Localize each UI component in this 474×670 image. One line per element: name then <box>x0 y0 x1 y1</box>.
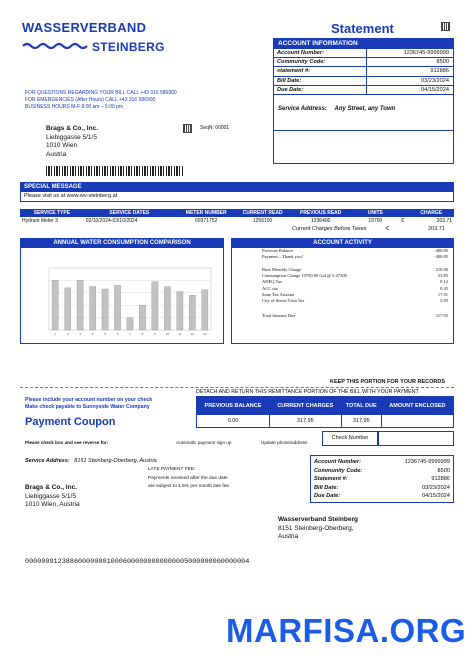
late-fee-line: are subject to 1.5% per month late fee <box>148 484 230 489</box>
chart-x-tick-label: 7 <box>129 332 131 336</box>
chart-x-tick-label: 8 <box>141 332 144 336</box>
auto-pay-option[interactable]: Automatic payment sign up <box>176 440 232 445</box>
chart-bar <box>177 292 183 330</box>
payee-address <box>278 516 358 542</box>
remit-service-label: Service Address: <box>25 458 70 464</box>
keep-portion-note: KEEP THIS PORTION FOR YOUR RECORDS <box>330 379 446 385</box>
remit-note: Please include your account number on your check <box>25 397 153 403</box>
service-table-header: SERVICE DATES <box>84 209 175 217</box>
remit-service-value: 8151 Steinberg-Oberberg, Austria <box>74 458 157 464</box>
brand-name-line1: WASSERVERBAND <box>22 20 147 35</box>
ocr-scan-line: 0000009123886000000010006000000000000005000000000000004 <box>25 558 250 566</box>
remit-account-box <box>310 455 454 503</box>
payment-table-value <box>381 415 453 428</box>
service-table-header: PREVIOUS READ <box>288 209 354 217</box>
chart-x-tick-label: 5 <box>104 332 106 336</box>
check-box-note: Please check box and see reverse for: <box>25 440 109 445</box>
payee-street: 8151 Steinberg-Oberberg, <box>278 524 354 532</box>
remit-account-label: Community Code: <box>314 467 363 474</box>
payment-table-value: 317.95 <box>341 415 381 428</box>
remit-service-address <box>25 458 157 464</box>
activity-label: ADEQ Tax <box>262 279 283 285</box>
cut-line <box>20 387 454 388</box>
account-info-row <box>274 86 453 95</box>
chart-bar <box>65 288 71 330</box>
customer-street: Liebiggasse 5/1/5 <box>46 133 97 141</box>
late-fee-line: Payments received after the due date <box>148 475 228 481</box>
contact-line: FOR EMERGENCIES (After Hours) CALL +43 316 586900 <box>25 97 156 103</box>
account-info-rows <box>274 49 453 95</box>
contact-block <box>25 90 177 111</box>
chart-x-tick-label: 4 <box>91 332 94 336</box>
chart-bar <box>77 280 83 330</box>
service-table-cell: 02/10/2024-03/10/2024 <box>85 218 138 224</box>
remit-account-value: 8500 <box>437 467 450 474</box>
remit-account-row <box>314 458 450 467</box>
account-info-value: 04/15/2024 <box>421 86 449 93</box>
remit-account-row <box>314 492 450 501</box>
qr-code-icon <box>183 124 192 133</box>
service-table-header: SERVICE TYPE <box>20 209 84 217</box>
activity-header: ACCOUNT ACTIVITY <box>232 239 453 248</box>
activity-value: 0.12 <box>440 279 448 285</box>
remit-account-label: Statement #: <box>314 476 348 483</box>
service-table-header: METER NUMBER <box>175 209 238 217</box>
account-info-label: Bill Date: <box>274 77 367 85</box>
activity-label: Previous Balance <box>262 248 294 253</box>
service-table-cell: 203.71 <box>436 218 452 224</box>
payment-table-value: 317.95 <box>269 415 341 428</box>
account-info-row <box>274 58 453 67</box>
contact-line: BUSINESS HOURS M-F 8:00 am – 5:00 pm <box>25 104 124 110</box>
watermark-text: MARFISA.ORG <box>226 612 467 649</box>
account-info-label: statement #: <box>274 67 367 75</box>
service-table-cell: Hydrant Meter 3 <box>22 218 58 224</box>
remit-account-value: 912886 <box>431 476 450 483</box>
amount-enclosed-field[interactable] <box>378 431 454 446</box>
chart-bar <box>127 318 133 330</box>
remit-account-row <box>314 467 450 476</box>
payment-coupon-title: Payment Coupon <box>25 416 116 428</box>
chart-bar <box>102 289 108 330</box>
activity-label: State Tax Arizona <box>262 292 295 298</box>
remit-account-label: Bill Date: <box>314 484 339 491</box>
activity-row <box>262 305 448 311</box>
remit-customer-city: 1010 Wien, Austria <box>25 501 80 508</box>
service-table-cell: 19700 <box>368 218 383 224</box>
payee-name: Wasserverband Steinberg <box>278 516 358 523</box>
activity-rows <box>232 248 453 319</box>
consumption-header: ANNUAL WATER CONSUMPTION COMPARISON <box>21 239 223 248</box>
update-address-option[interactable]: Update phone/address <box>261 440 308 445</box>
payment-table-header: AMOUNT ENCLOSED <box>381 397 453 415</box>
payment-table-header: CURRENT CHARGES <box>269 397 341 415</box>
service-table-cell: 1236400 <box>310 218 331 224</box>
activity-row <box>262 313 448 319</box>
late-fee-note <box>148 466 229 492</box>
remit-account-label: Account Number: <box>314 459 361 465</box>
payee-country: Austria <box>278 533 299 540</box>
activity-label: City of Sierra Vista Tax <box>262 298 305 304</box>
remit-customer-address <box>25 484 80 510</box>
remit-notes <box>25 397 152 411</box>
activity-value: 53.85 <box>437 273 448 279</box>
service-table <box>20 209 454 225</box>
activity-value: -400.85 <box>434 254 448 260</box>
service-table-header: UNITS <box>354 209 397 217</box>
remit-account-label: Due Date: <box>314 493 341 500</box>
page-title: Statement <box>331 21 394 36</box>
service-table-cell: 69371752 <box>195 218 218 224</box>
remit-note: Make check payable to Sunnyside Water Company <box>25 404 150 410</box>
remit-account-row <box>314 484 450 493</box>
chart-bar <box>52 280 58 330</box>
before-taxes-currency: € <box>386 226 390 232</box>
activity-label: Consumption Charge 19700.00 Gal @ 0.27300 <box>262 273 347 279</box>
account-info-row <box>274 77 453 86</box>
customer-address <box>46 125 98 159</box>
activity-label: Total Amount Due <box>262 312 296 318</box>
special-message-header: SPECIAL MESSAGE <box>21 183 453 192</box>
activity-panel <box>231 238 454 344</box>
before-taxes-value: 203.71 <box>428 226 445 232</box>
chart-bar <box>114 285 120 330</box>
activity-value: -400.85 <box>434 248 448 253</box>
service-table-cell: 1256100 <box>252 218 273 224</box>
chart-x-tick-label: 10 <box>165 332 170 336</box>
account-info-value: 1236745-9999999 <box>403 50 449 56</box>
brand-name-line2: STEINBERG <box>92 40 165 54</box>
chart-bar <box>152 282 158 330</box>
remit-customer-name: Brags & Co., Inc. <box>25 484 78 491</box>
account-info-row <box>274 49 453 58</box>
payment-table-value: 0.00 <box>197 415 270 428</box>
service-address <box>274 106 453 112</box>
late-fee-title: LATE PAYMENT FEE: <box>148 467 196 472</box>
activity-value: 0.45 <box>440 285 448 291</box>
chart-x-tick-label: 1 <box>54 332 57 336</box>
remit-account-value: 03/23/2024 <box>422 484 450 491</box>
chart-x-tick-label: 11 <box>178 332 182 336</box>
payment-table-header: PREVIOUS BALANCE <box>197 397 270 415</box>
service-address-label: Service Address: <box>278 105 327 112</box>
check-number-field[interactable]: Check Number <box>322 431 378 446</box>
customer-city: 1010 Wien <box>46 142 78 149</box>
before-taxes-label: Current Charges Before Taxes <box>292 226 367 232</box>
activity-value: 317.95 <box>435 312 448 318</box>
account-info-label: Due Date: <box>274 86 367 94</box>
remit-account-row <box>314 475 450 484</box>
account-info-value: 03/23/2024 <box>421 77 449 84</box>
consumption-chart <box>21 248 223 343</box>
sequence-number: SeqN: 00001 <box>200 125 230 131</box>
chart-bar <box>189 295 195 330</box>
activity-label: ACC tax <box>262 285 278 291</box>
activity-label: Payment – Thank you! <box>262 254 304 260</box>
account-info-label: Account Number: <box>274 49 367 57</box>
account-info-value: 8500 <box>436 59 449 66</box>
service-table-cell: € <box>401 218 405 224</box>
service-table-header <box>397 209 408 217</box>
activity-value: 5.85 <box>440 298 448 304</box>
account-info-label: Community Code: <box>274 58 367 66</box>
wave-logo-icon <box>22 41 88 51</box>
remit-account-value: 04/15/2024 <box>422 493 450 500</box>
chart-bar <box>202 290 208 330</box>
service-address-value: Any Street, any Town <box>334 105 396 112</box>
consumption-panel <box>20 238 224 344</box>
account-info-row <box>274 67 453 76</box>
chart-x-tick-label: 12 <box>190 332 194 336</box>
detach-note: DETACH AND RETURN THIS REMITTANCE PORTION OF THE BILL WITH YOUR PAYMENT <box>196 389 419 395</box>
chart-x-tick-label: 6 <box>116 332 119 336</box>
remit-customer-street: Liebiggasse 5/1/5 <box>25 492 76 500</box>
payment-table <box>196 396 454 428</box>
qr-code-icon <box>441 22 450 31</box>
chart-bar <box>90 287 96 330</box>
chart-x-tick-label: 3 <box>79 332 81 336</box>
postal-barcode <box>46 166 184 176</box>
customer-country: Austria <box>46 150 67 158</box>
customer-name: Brags & Co., Inc. <box>46 125 99 132</box>
activity-label: Base Monthly Charge <box>262 266 302 272</box>
payment-table-header: TOTAL DUE <box>341 397 381 415</box>
service-table-header: CHARGE <box>408 209 454 217</box>
special-message <box>20 182 454 202</box>
special-message-text: Please visit us at www.wv-steinberg.at <box>24 193 118 199</box>
account-info-value: 912886 <box>430 68 449 75</box>
chart-x-tick-label: 13 <box>203 332 207 336</box>
contact-line: FOR QUESTIONS REGARDING YOUR BILL CALL +43 316 586900 <box>25 90 177 96</box>
activity-value: 210.00 <box>435 266 448 272</box>
remit-account-value: 1236745-9999999 <box>404 459 450 465</box>
account-info-header: ACCOUNT INFORMATION <box>274 39 453 49</box>
chart-bar <box>139 305 145 330</box>
service-table-header: CURRENT READ <box>238 209 288 217</box>
activity-value: 17.91 <box>437 292 448 298</box>
chart-x-tick-label: 2 <box>66 332 69 336</box>
chart-x-tick-label: 9 <box>154 332 156 336</box>
account-info-box <box>273 38 454 164</box>
chart-bar <box>164 287 170 330</box>
